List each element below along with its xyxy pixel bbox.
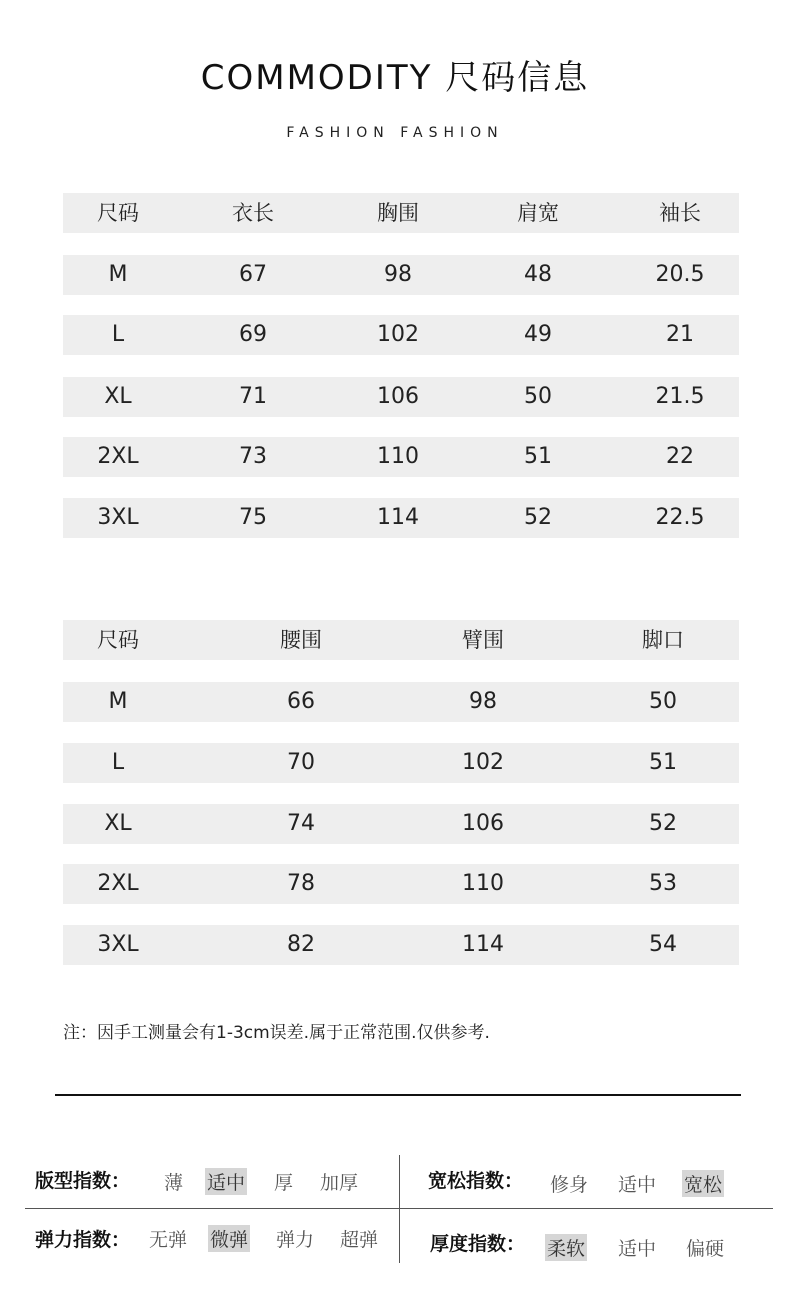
table-row [63, 925, 739, 965]
table-row [63, 743, 739, 783]
fit-option-selected: 适中 [205, 1168, 247, 1195]
elasticity-option: 无弹 [149, 1229, 188, 1251]
measurement-note: 注：因手工测量会有1-3cm误差.属于正常范围.仅供参考. [63, 1023, 490, 1043]
table-cell: 52 [524, 505, 552, 530]
thickness-option: 适中 [618, 1238, 657, 1260]
table-cell: 102 [377, 322, 419, 347]
table-cell: 2XL [97, 444, 139, 469]
looseness-option: 适中 [618, 1174, 657, 1196]
table-cell: 48 [524, 262, 552, 287]
fit-index-label: 版型指数： [35, 1170, 131, 1192]
table-cell: 2XL [97, 871, 139, 896]
elasticity-option-selected: 微弹 [208, 1225, 250, 1252]
table-row [63, 255, 739, 295]
table-cell: 106 [462, 811, 504, 836]
table-cell: L [111, 750, 125, 775]
table-cell: 52 [649, 811, 677, 836]
fit-option: 厚 [274, 1172, 294, 1194]
table-cell: 73 [239, 444, 267, 469]
table-cell: 82 [287, 932, 315, 957]
table-cell: 75 [239, 505, 267, 530]
table-cell: 49 [524, 322, 552, 347]
table-cell: 22 [666, 444, 694, 469]
table-cell: L [111, 322, 125, 347]
table-row [63, 498, 739, 538]
column-header: 尺码 [97, 628, 139, 652]
page-subtitle: FASHION FASHION [286, 125, 504, 141]
column-header: 肩宽 [517, 201, 559, 225]
table-cell: XL [104, 811, 132, 836]
table-cell: M [108, 689, 128, 714]
column-header: 尺码 [97, 201, 139, 225]
page-title: COMMODITY 尺码信息 [200, 58, 590, 98]
table-cell: 114 [462, 932, 504, 957]
table-cell: 66 [287, 689, 315, 714]
looseness-option-selected: 宽松 [682, 1170, 724, 1197]
table-row [63, 864, 739, 904]
table-cell: 21.5 [655, 384, 705, 409]
looseness-index-label: 宽松指数： [428, 1170, 524, 1192]
column-header: 衣长 [232, 201, 274, 225]
table-cell: 110 [377, 444, 419, 469]
column-header: 臂围 [462, 628, 504, 652]
column-header: 袖长 [659, 201, 701, 225]
table-cell: 69 [239, 322, 267, 347]
table-cell: 106 [377, 384, 419, 409]
table-header-row [63, 193, 739, 233]
table-cell: 51 [649, 750, 677, 775]
fit-option: 加厚 [320, 1172, 359, 1194]
table-row [63, 804, 739, 844]
index-column-divider [399, 1155, 400, 1263]
table-cell: 110 [462, 871, 504, 896]
elasticity-option: 弹力 [276, 1229, 315, 1251]
column-header: 腰围 [280, 628, 322, 652]
table-row [63, 437, 739, 477]
table-cell: 98 [384, 262, 412, 287]
section-divider [55, 1094, 741, 1096]
table-cell: 22.5 [655, 505, 705, 530]
elasticity-option: 超弹 [340, 1229, 379, 1251]
table-row [63, 682, 739, 722]
table-cell: 53 [649, 871, 677, 896]
fit-option: 薄 [164, 1172, 184, 1194]
table-cell: 50 [649, 689, 677, 714]
thickness-option: 偏硬 [686, 1238, 725, 1260]
table-cell: 54 [649, 932, 677, 957]
table-cell: 102 [462, 750, 504, 775]
table-cell: 50 [524, 384, 552, 409]
table-cell: 51 [524, 444, 552, 469]
column-header: 脚口 [642, 628, 684, 652]
table-cell: 3XL [97, 505, 139, 530]
column-header: 胸围 [377, 201, 419, 225]
table-cell: 70 [287, 750, 315, 775]
table-cell: 20.5 [655, 262, 705, 287]
table-cell: 3XL [97, 932, 139, 957]
table-row [63, 315, 739, 355]
table-cell: 67 [239, 262, 267, 287]
table-cell: 114 [377, 505, 419, 530]
table-cell: XL [104, 384, 132, 409]
looseness-option: 修身 [550, 1174, 589, 1196]
table-cell: 71 [239, 384, 267, 409]
table-cell: 21 [666, 322, 694, 347]
table-cell: 98 [469, 689, 497, 714]
table-cell: M [108, 262, 128, 287]
thickness-option-selected: 柔软 [545, 1234, 587, 1261]
table-cell: 74 [287, 811, 315, 836]
table-cell: 78 [287, 871, 315, 896]
table-row [63, 377, 739, 417]
thickness-index-label: 厚度指数： [430, 1233, 526, 1255]
table-header-row [63, 620, 739, 660]
elasticity-index-label: 弹力指数： [35, 1229, 131, 1251]
